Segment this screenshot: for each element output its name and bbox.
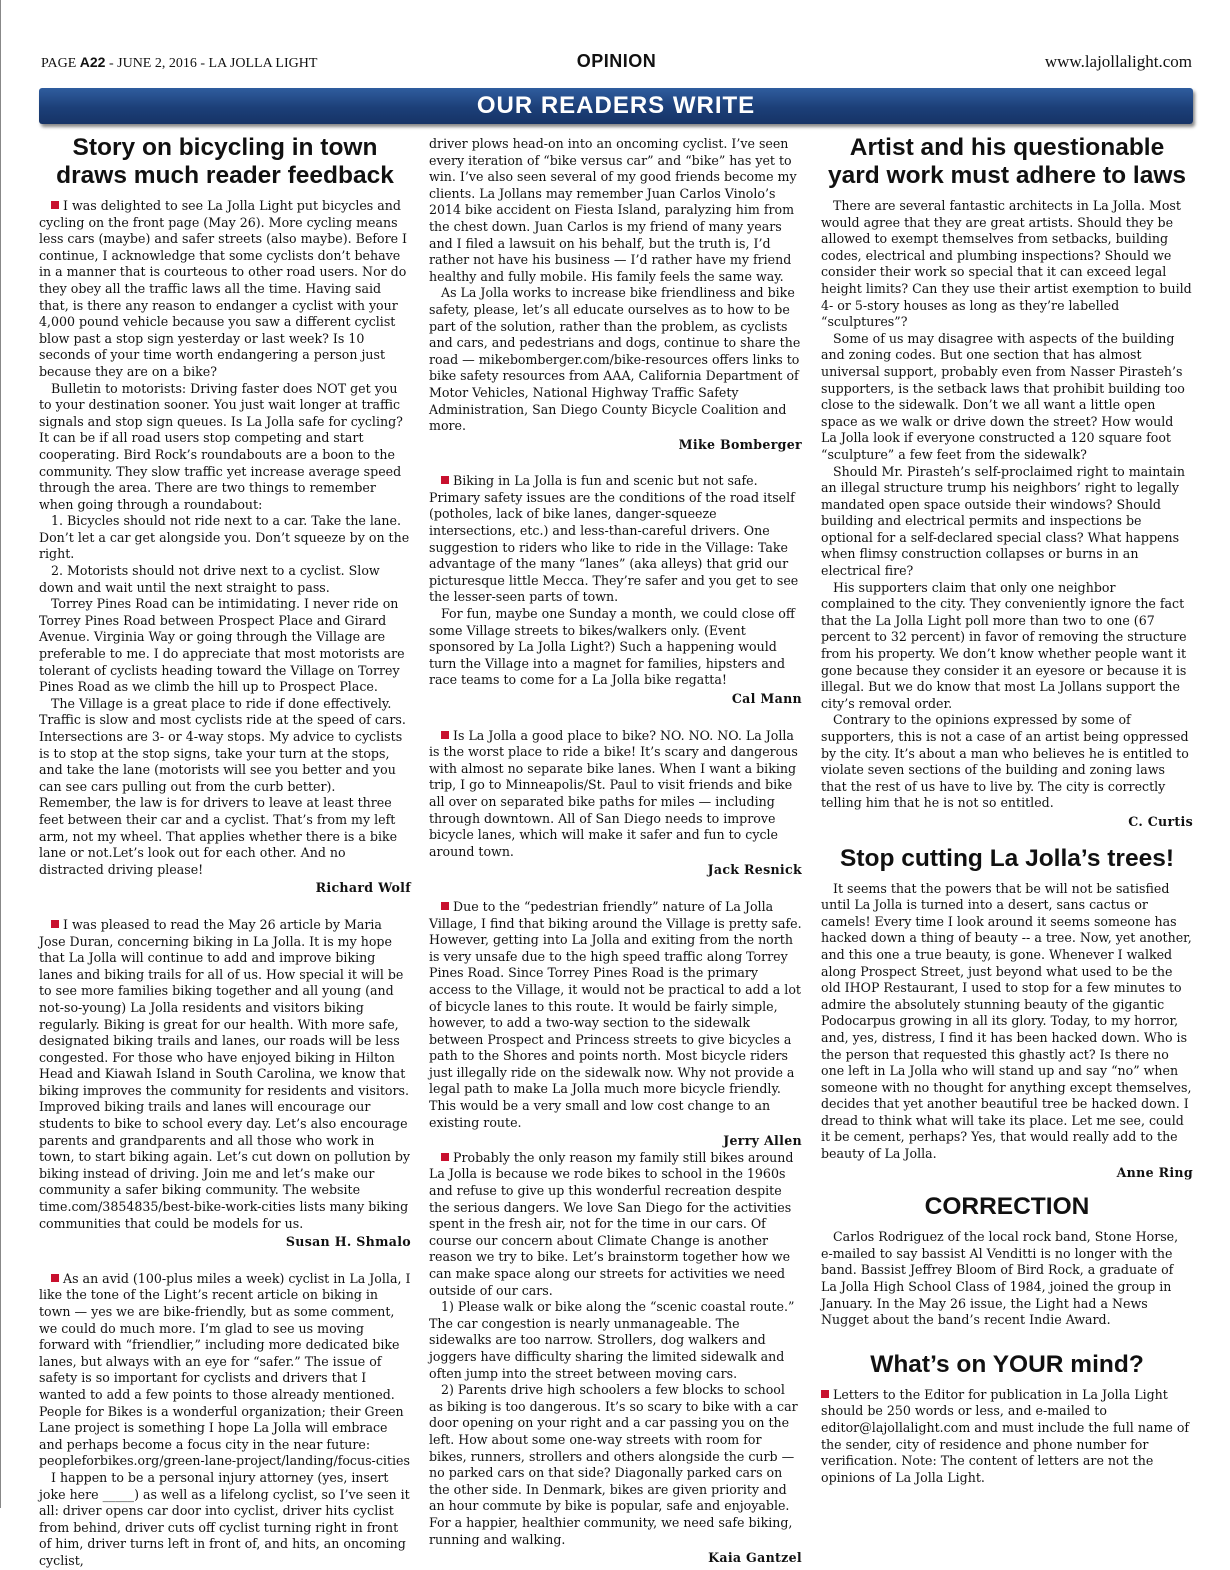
signature-allen: Jerry Allen <box>723 1133 802 1149</box>
letter-mann: Biking in La Jolla is fun and scenic but not safe. Primary safety issues are the conditions of the road itself (potholes, lack of bike lanes, danger-squeeze intersections, etc.) and less-than-careful drivers. One suggestion to riders who like to ride in the Village: Take advantage of the many “lanes” (aka alleys) that grid our picturesque little Mecca. They’re safer and you get to see the lesser-seen parts of town. For fun, maybe one Sunday a month, we could close off some Village streets to bikes/walkers only. (Event sponsored by La Jolla Light?) Such a happening would turn the Village into a magnet for families, hipsters and race teams to come for a La Jolla bike regatta! Cal Mann <box>429 473 802 706</box>
headline-correction: CORRECTION <box>924 1193 1090 1221</box>
signature-wolf: Richard Wolf <box>315 880 411 896</box>
letters-policy: Letters to the Editor for publication in La Jolla Light should be 250 words or less, and e-mailed to editor@lajollalight.com and must include the full name of the sender, city of residence and phone number for verification. Note: The content of letters are not the opinions of La Jolla Light. <box>821 1386 1190 1485</box>
signature-gantzel: Kaia Gantzel <box>708 1550 802 1566</box>
signature-shmalo: Susan H. Shmalo <box>285 1234 411 1250</box>
banner-title: OUR READERS WRITE <box>476 92 756 119</box>
bullet-icon <box>821 1390 829 1398</box>
headline-trees: Stop cutting La Jolla’s trees! <box>840 844 1174 872</box>
letter-gantzel: Probably the only reason my family still bikes around La Jolla is because we rode bikes to school in the 1960s and refuse to give up this wonderful recreation despite the serious dangers. We love San Diego for the activities spent in the fresh air, not for the time in our cars. Of course our concern about Climate Change is another reason we try to bike. Let’s brainstorm together how we can make space along our streets for activities we need outside of our cars. 1) Please walk or bike along the “scenic coastal route.” The car congestion is nearly unmanageable. The sidewalks are too narrow. Strollers, dog walkers and joggers have difficulty sharing the limited sidewalk and often jump into the street between moving cars. 2) Parents drive high schoolers a few blocks to school as biking is too dangerous. It’s so scary to bike with a car door opening on your right and a car passing you on the left. How about some one-way streets with room for bikes, runners, strollers and others alongside the curb — no parked cars on that side? Diagonally parked cars on the other side. In Denmark, bikes are given priority and an hour commute by bike is popular, safe and enjoyable. For a happier, healthier community, we need safe biking, running and walking. Kaia Gantzel <box>429 1149 802 1566</box>
correction-text: Carlos Rodriguez of the local rock band, Stone Horse, e-mailed to say bassist Al Venditti is no longer with the band. Bassist Jeffrey Bloom of Bird Rock, a graduate of La Jolla High School Class of 1984, joined the group in January. In the May 26 issue, the Light had a News Nugget about the band’s recent Indie Award. <box>821 1229 1179 1328</box>
headline-bicycling: Story on bicycling in town draws much reader feedback <box>56 134 394 189</box>
letter-bomberger: As an avid (100-plus miles a week) cyclist in La Jolla, I like the tone of the Light’s recent article on biking in town — yes we are bike-friendly, but as some comment, we could do much more. I’m glad to see us moving forward with “friendlier,” including more dedicated bike lanes, but always with an eye for “safer.” The issue of safety is so important for cyclists and drivers that I wanted to add a few points to those already mentioned. People for Bikes is a wonderful organization; their Green Lane project is something I hope La Jolla will embrace and perhaps become a focus city in the near future: peopleforbikes.org/green-lane-project/landing/focus-cities I happen to be a personal injury attorney (yes, insert joke here _____) as well as a lifelong cyclist, so I’ve seen it all: driver opens car door into cyclist, driver hits cyclist from behind, driver cuts off cyclist turning right in front of him, driver turns left in front of, and hits, an oncoming cyclist, <box>39 1270 411 1568</box>
bullet-icon <box>441 902 449 910</box>
column-3 <box>821 130 1193 1486</box>
page-header <box>41 52 1192 74</box>
column-2 <box>429 136 802 1567</box>
signature-curtis: C. Curtis <box>1128 813 1193 829</box>
letter-ring: It seems that the powers that be will not be satisfied until La Jolla is turned into a desert, sans cactus or camels! Every time I look around it seems someone has hacked down a thing of beauty -- a tree. Now, yet another, and this one a true beauty, is gone. Whenever I walked along Prospect Street, just beyond what used to be the old IHOP Restaurant, I used to stop for a few minutes to admire the absolutely stunning beauty of the gigantic Podocarpus growing in all its glory. Today, to my horror, and, yes, distress, I find it has been hacked down. Who is the person that requested this ghastly act? Is there no one left in La Jolla who will stand up and say “no” when someone with no thought for anything except themselves, decides that yet another beautiful tree be hacked down. I dread to think what will take its place. Let me see, could it be cement, perhaps? Yes, that would really add to the beauty of La Jolla. Anne Ring <box>821 880 1193 1180</box>
section-banner <box>39 88 1193 124</box>
bullet-icon <box>51 1274 59 1282</box>
signature-mann: Cal Mann <box>731 691 802 706</box>
headline-whats-on-your-mind: What’s on YOUR mind? <box>870 1350 1144 1378</box>
letter-wolf: I was delighted to see La Jolla Light put bicycles and cycling on the front page (May 26). More cycling means less cars (maybe) and safer streets (also maybe). Before I continue, I acknowledge that some cyclists don’t behave in a manner that is courteous to other road users. Nor do they obey all the traffic laws all the time. Having said that, is there any reason to endanger a cyclist with your 4,000 pound vehicle because you saw a different cyclist blow past a stop sign yesterday or last week? Is 10 seconds of your time worth endangering a person just because they are on a bike? Bulletin to motorists: Driving faster does NOT get you to your destination sooner. You just wait longer at traffic signals and stop sign queues. Is La Jolla safe for cycling? It can be if all road users stop competing and start cooperating. Bird Rock’s roundabouts are a boon to the community. They slow traffic yet increase average speed through the area. There are two things to remember when going through a roundabout: 1. Bicycles should not ride next to a car. Take the lane. Don’t let a car get alongside you. Don’t squeeze by on the right. 2. Motorists should not drive next to a cyclist. Slow down and wait until the next straight to pass. Torrey Pines Road can be intimidating. I never ride on Torrey Pines Road between Prospect Place and Girard Avenue. Virginia Way or going through the Village are preferable to me. I do appreciate that most motorists are tolerant of cyclists heading toward the Village on Torrey Pines Road as we climb the hill up to Prospect Place. The Village is a great place to ride if done effectively. Traffic is slow and most cyclists ride at the speed of cars. Intersections are 3- or 4-way stops. My advice to cyclists is to stop at the stop signs, take your turn at the stops, and take the lane (motorists will see you better and you can see cars pulling out from the curb better). Remember, the law is for drivers to leave at least three feet between their car and a cyclist. That’s from my left arm, not my wheel. That applies whether there is a bike lane or not.Let’s look out for each other. And no distracted driving please! Richard Wolf <box>39 198 411 896</box>
section-name: OPINION <box>576 51 657 71</box>
bullet-icon <box>51 201 59 209</box>
letter-resnick: Is La Jolla a good place to bike? NO. NO. NO. La Jolla is the worst place to ride a bike! It’s scary and dangerous with almost no separate bike lanes. When I want a biking trip, I go to Minneapolis/St. Paul to visit friends and bike all over on separated bike paths for miles — including through downtown. All of San Diego needs to improve bicycle lanes, which will make it safer and fun to cycle around town. Jack Resnick <box>429 727 802 878</box>
headline-artist: Artist and his questionable yard work must adhere to laws <box>827 134 1187 189</box>
letter-allen: Due to the “pedestrian friendly” nature of La Jolla Village, I find that biking around the Village is pretty safe. However, getting into La Jolla and exiting from the north is very unsafe due to the high speed traffic along Torrey Pines Road. Since Torrey Pines Road is the primary access to the Village, it would not be practical to add a lot of bicycle lanes to this route. It would be fairly simple, however, to add a two-way section to the sidewalk between Prospect and Princess streets to give bicycles a path to the Shores and points north. Most bicycle riders just illegally ride on the sidewalk now. Why not provide a legal path to make La Jolla much more bicycle friendly. This would be a very small and low cost change to an existing route. Jerry Allen <box>429 898 802 1149</box>
signature-ring: Anne Ring <box>1116 1164 1193 1180</box>
bullet-icon <box>51 920 59 928</box>
bullet-icon <box>441 731 449 739</box>
letter-bomberger-continued: driver plows head-on into an oncoming cyclist. I’ve seen every iteration of “bike versus car” and “bike” has yet to win. I’ve also seen several of my good friends become my clients. La Jollans may remember Juan Carlos Vinolo’s 2014 bike accident on Fiesta Island, paralyzing him from the chest down. Juan Carlos is my friend of many years and I filed a lawsuit on his behalf, but the truth is, I’d rather not have his business — I’d rather have my friend healthy and fully mobile. His family feels the same way. As La Jolla works to increase bike friendliness and bike safety, please, let’s all educate ourselves as to how to be part of the solution, rather than the problem, as cyclists and cars, and pedestrians and dogs, continue to share the road — mikebomberger.com/bike-resources offers links to bike safety resources from AAA, California Department of Motor Vehicles, National Highway Traffic Safety Administration, San Diego County Bicycle Coalition and more. Mike Bomberger <box>429 136 802 452</box>
site-url[interactable]: www.lajollalight.com <box>1044 52 1192 71</box>
bullet-icon <box>441 476 449 484</box>
letter-shmalo: I was pleased to read the May 26 article by Maria Jose Duran, concerning biking in La Jolla. It is my hope that La Jolla will continue to add and improve biking lanes and biking trails for all of us. How special it will be to see more families biking together and all young (and not-so-young) La Jolla residents and visitors biking regularly. Biking is great for our health. With more safe, designated biking trails and lanes, our roads will be less congested. For those who have enjoyed biking in Hilton Head and Kiawah Island in South Carolina, we know that biking improves the community for residents and visitors. Improved biking trails and lanes will encourage our students to bike to school every day. Let’s also encourage parents and grandparents and all those who work in town, to start biking again. Let’s cut down on pollution by biking instead of driving. Join me and let’s make our community a safer biking community. The website time.com/3854835/best-bike-work-cities lists many biking communities that could be models for us. Susan H. Shmalo <box>39 916 411 1250</box>
column-1 <box>39 130 411 1570</box>
signature-bomberger: Mike Bomberger <box>678 436 802 452</box>
signature-resnick: Jack Resnick <box>707 862 802 878</box>
page-folio: PAGE A22 - JUNE 2, 2016 - LA JOLLA LIGHT <box>41 54 318 71</box>
letter-curtis: There are several fantastic architects in La Jolla. Most would agree that they are great artists. Should they be allowed to exempt themselves from setbacks, building codes, electrical and plumbing inspections? Should we consider their work so special that it can exceed legal height limits? Can they use their artist exemption to build 4- or 5-story houses as long as they’re labelled “sculptures”? Some of us may disagree with aspects of the building and zoning codes. But one section that has almost universal support, probably even from Nasser Pirasteh’s supporters, is the setback laws that prohibit building too close to the sidewalk. Don’t we all want a little open space as we walk or drive down the street? How would La Jolla look if everyone constructed a 120 square foot “sculpture” a few feet from the sidewalk? Should Mr. Pirasteh’s self-proclaimed right to maintain an illegal structure trump his neighbors’ right to legally mandated open space outside their windows? Should building and electrical permits and inspections be optional for a self-declared special class? What happens when flimsy construction collapses or burns in an electrical fire? His supporters claim that only one neighbor complained to the city. They conveniently ignore the fact that the La Jolla Light poll more than two to one (67 percent to 32 percent) in favor of removing the structure from his property. We don’t know whether people want it gone because they consider it an eyesore or because it is illegal. But we do know that most La Jollans support the city’s removal order. Contrary to the opinions expressed by some of supporters, this is not a case of an artist being oppressed by the city. It’s about a man who believes he is entitled to violate seven sections of the building and zoning laws that the rest of us have to live by. The city is correctly telling him that he is not so entitled. C. Curtis <box>821 198 1193 829</box>
bullet-icon <box>441 1153 449 1161</box>
